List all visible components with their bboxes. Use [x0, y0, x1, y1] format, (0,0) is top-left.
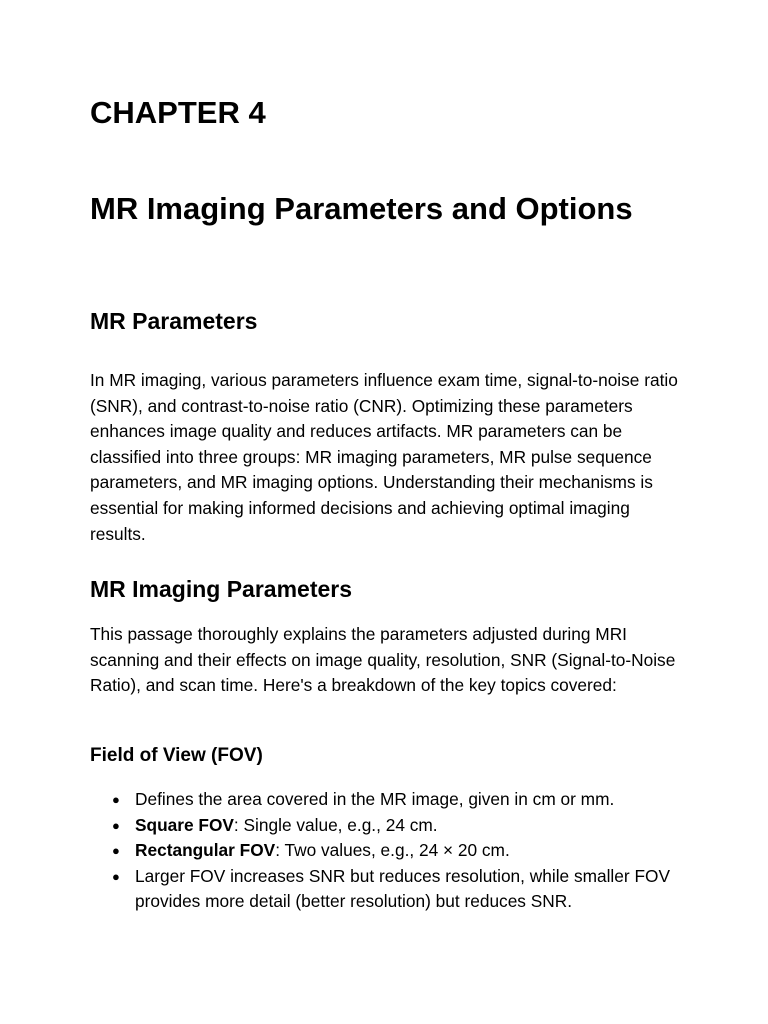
bullet-text: Larger FOV increases SNR but reduces resolution, while smaller FOV provides more detail (better resolution) but reduces SNR.: [135, 865, 670, 912]
list-item: [90, 787, 688, 813]
list-item: [90, 838, 688, 864]
bullet-icon: ●: [112, 868, 120, 884]
bullet-icon: ●: [112, 817, 120, 833]
section-heading-mr-parameters: MR Parameters: [90, 308, 258, 334]
bullet-icon: ●: [112, 792, 120, 807]
chapter-label: CHAPTER 4: [90, 95, 266, 130]
section-heading-mr-imaging-parameters: MR Imaging Parameters: [90, 576, 353, 602]
bullet-bold-term: Rectangular FOV: [135, 840, 276, 861]
subsection-heading-fov: Field of View (FOV): [90, 745, 263, 766]
bullet-text: : Single value, e.g., 24 cm.: [233, 814, 438, 835]
bullet-bold-term: Square FOV: [135, 814, 234, 835]
chapter-title: MR Imaging Parameters and Options: [90, 191, 633, 226]
bullet-icon: ●: [112, 843, 120, 859]
bullet-text: : Two values, e.g., 24 × 20 cm.: [275, 840, 510, 861]
fov-bullet-list: [90, 787, 688, 915]
section-paragraph-mr-parameters: In MR imaging, various parameters influence exam time, signal-to-noise ratio (SNR), and contrast-to-noise ratio (CNR). Optimizing these parameters enhances image quality and reduces artifacts. MR parameters can be classified into three groups: MR imaging parameters, MR pulse sequence parameters, and MR imaging options. Understanding their mechanisms is essential for making informed decisions and achieving optimal imaging results.: [90, 370, 678, 544]
list-item: [90, 864, 688, 915]
bullet-text: Defines the area covered in the MR image, given in cm or mm.: [135, 789, 615, 809]
list-item: [90, 813, 688, 839]
section-paragraph-mr-imaging-parameters: This passage thoroughly explains the parameters adjusted during MRI scanning and their effects on image quality, resolution, SNR (Signal-to-Noise Ratio), and scan time. Here's a breakdown of the key topics covered:: [90, 624, 676, 696]
